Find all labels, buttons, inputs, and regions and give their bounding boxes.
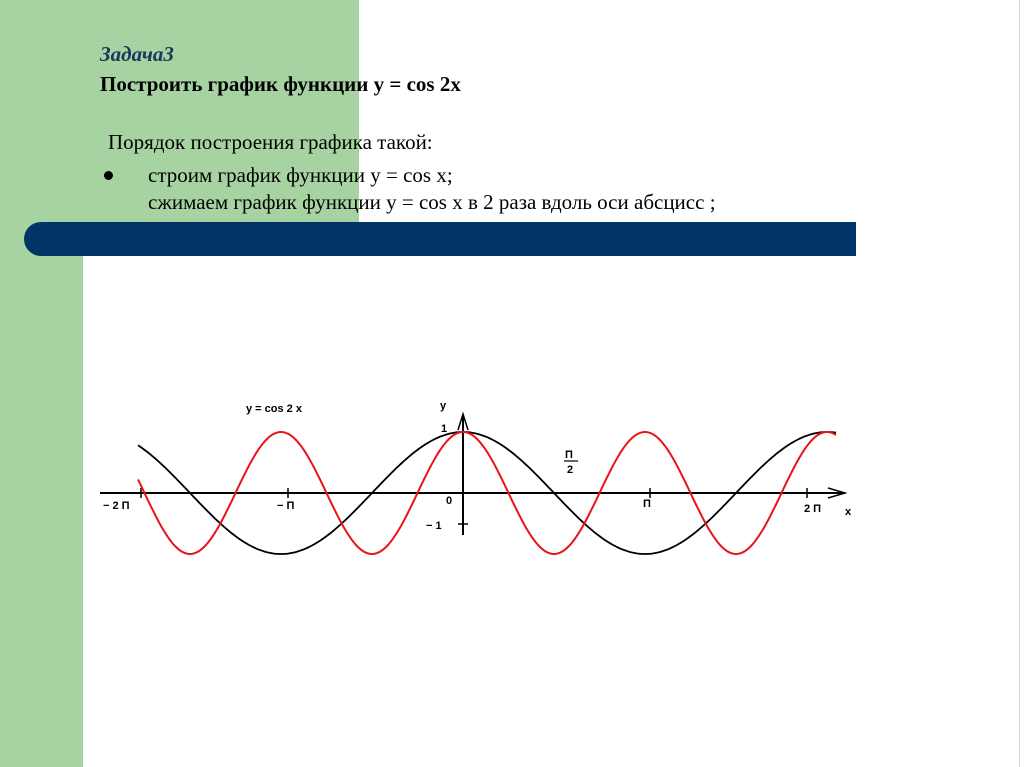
tick-label-2pi: 2 П [804, 503, 822, 515]
tick-label-pi: П [643, 498, 651, 510]
tick-label-minus-2pi: − 2 П [103, 500, 130, 512]
curve-label: y = cos 2 x [246, 403, 302, 415]
tick-label-minus-one: − 1 [426, 520, 442, 532]
x-axis-label: x [845, 506, 852, 518]
tick-label-zero: 0 [446, 495, 453, 507]
y-axis-label: y [440, 400, 447, 412]
step-1-text: строим график функции у = cos x; [148, 163, 453, 187]
tick-label-one: 1 [441, 423, 448, 435]
task-label: Задача3 [100, 42, 174, 66]
step-2-text: сжимаем график функции у = cos x в 2 раза вдоль оси абсцисс ; [148, 190, 716, 214]
intro-text: Порядок построения графика такой: [108, 130, 433, 154]
slide-title: Построить график функции у = cos 2x [100, 72, 461, 96]
pi-half-denominator: 2 [567, 464, 574, 476]
tick-label-minus-pi: − П [277, 500, 295, 512]
pi-half-numerator: П [565, 449, 573, 461]
